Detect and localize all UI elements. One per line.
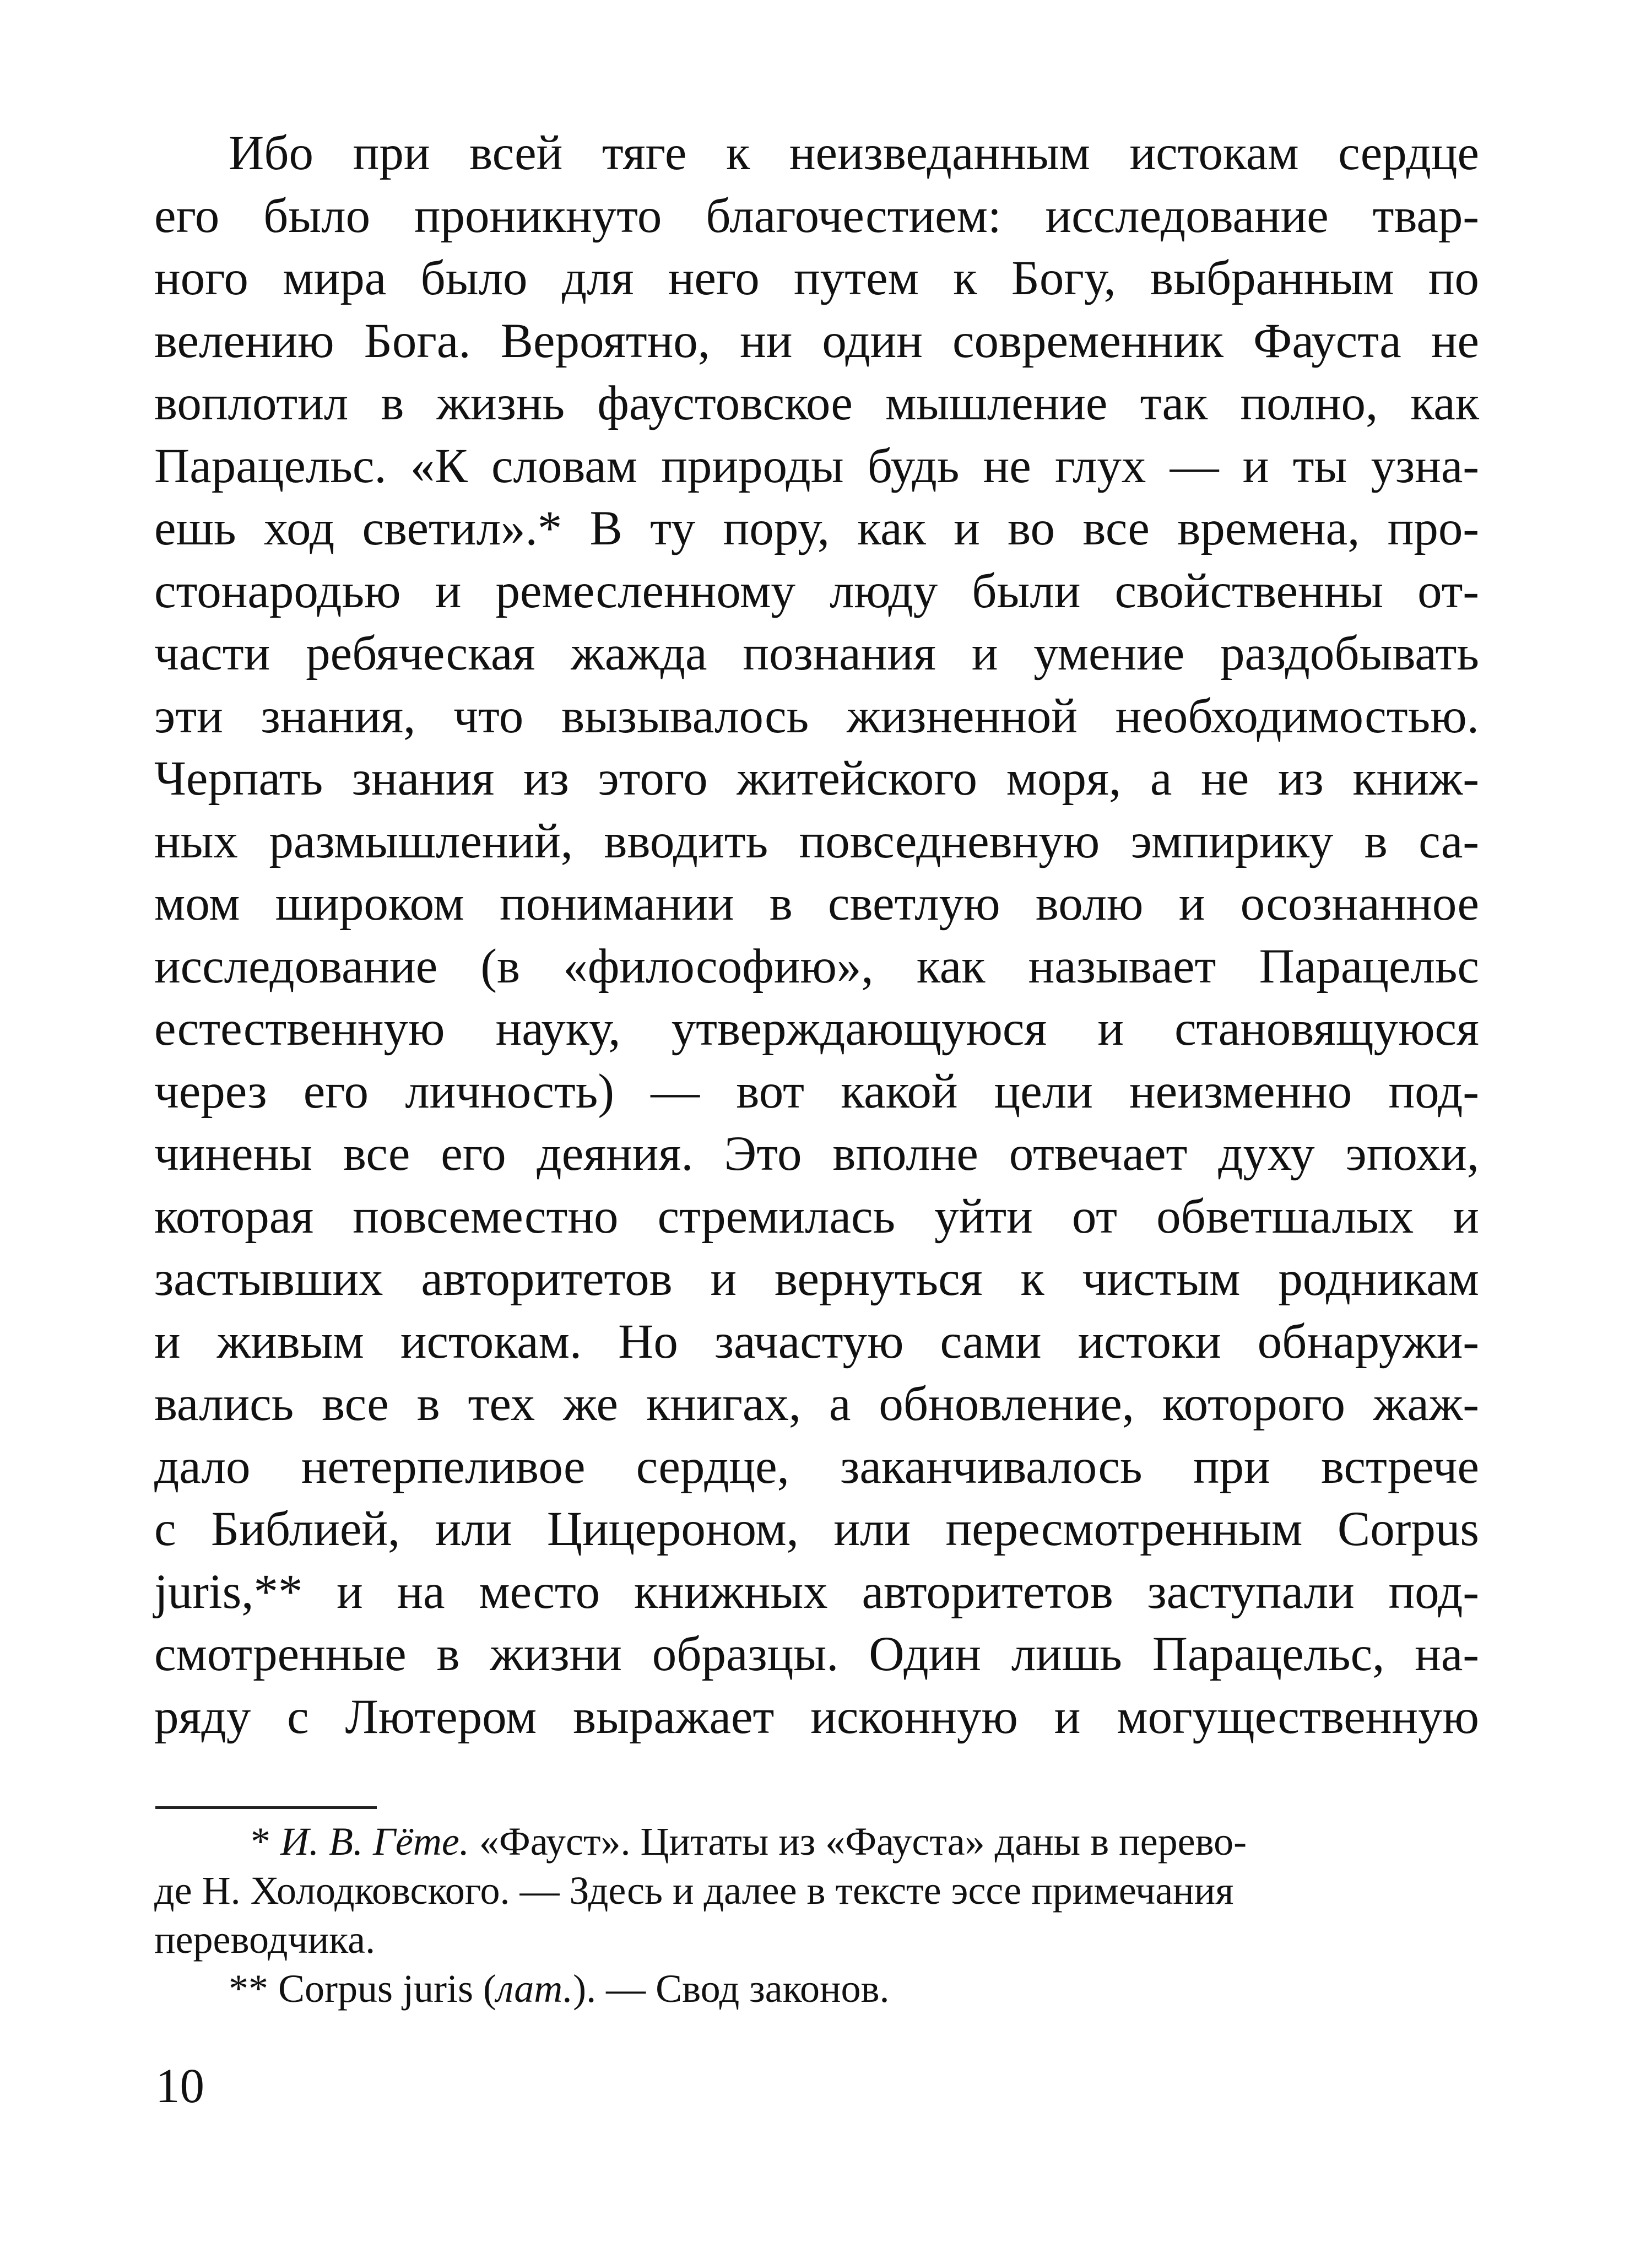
text-line: смотренные в жизни образцы. Один лишь Парацельс, на- bbox=[154, 1627, 1479, 1681]
text-line: чинены все его деяния. Это вполне отвечает духу эпохи, bbox=[154, 1127, 1479, 1181]
footnote-1-line bbox=[154, 1817, 1479, 1866]
text-line: с Библией, или Цицероном, или пересмотренным Corpus bbox=[154, 1502, 1479, 1556]
text-line: дало нетерпеливое сердце, заканчивалось при встрече bbox=[154, 1439, 1479, 1494]
text-line: велению Бога. Вероятно, ни один современник Фауста не bbox=[154, 314, 1479, 368]
text-line: Ибо при всей тяге к неизведанным истокам сердце bbox=[229, 126, 1479, 180]
text-line: стонародью и ремесленному люду были свойственны от- bbox=[154, 564, 1479, 618]
footnote-1-author: И. В. Гёте. bbox=[280, 1819, 469, 1864]
footnote-1-text: «Фауст». Цитаты из «Фауста» даны в перево- bbox=[469, 1819, 1247, 1864]
text-line: застывших авторитетов и вернуться к чистым родникам bbox=[154, 1252, 1479, 1306]
footnote-2-end: ). — Свод законов. bbox=[573, 1967, 890, 2011]
text-line: воплотил в жизнь фаустовское мышление так полно, как bbox=[154, 376, 1479, 430]
footnote-separator bbox=[155, 1806, 377, 1809]
text-line: части ребяческая жажда познания и умение раздобывать bbox=[154, 627, 1479, 681]
text-line: Парацельс. «К словам природы будь не глух — и ты узна- bbox=[154, 439, 1479, 493]
text-line: исследование (в «философию», как называет Парацельс bbox=[154, 939, 1479, 993]
footnote-2-line bbox=[154, 1964, 1479, 2013]
text-line: Черпать знания из этого житейского моря, а не из книж- bbox=[154, 752, 1479, 806]
text-line: мом широком понимании в светлую волю и осознанное bbox=[154, 877, 1479, 931]
footnote-1-mark: * bbox=[251, 1819, 280, 1864]
text-line: ных размышлений, вводить повседневную эмпирику в са- bbox=[154, 814, 1479, 868]
footnote-1-line: де Н. Холодковского. — Здесь и далее в тексте эссе примечания bbox=[154, 1869, 1234, 1913]
text-line: ного мира было для него путем к Богу, выбранным по bbox=[154, 251, 1479, 305]
text-line: вались все в тех же книгах, а обновление, которого жаж- bbox=[154, 1377, 1479, 1431]
text-line: через его личность) — вот какой цели неизменно под- bbox=[154, 1064, 1479, 1119]
footnote-2-lang: лат. bbox=[496, 1967, 573, 2011]
text-line: ряду с Лютером выражает исконную и могущественную bbox=[154, 1689, 1479, 1744]
footnote-1-line: переводчика. bbox=[154, 1918, 376, 1962]
text-line: которая повсеместно стремилась уйти от обветшалых и bbox=[154, 1189, 1479, 1244]
text-line: эти знания, что вызывалось жизненной необходимостью. bbox=[154, 689, 1479, 743]
text-line: естественную науку, утверждающуюся и становящуюся bbox=[154, 1002, 1479, 1056]
page-number: 10 bbox=[155, 2059, 204, 2113]
text-line: его было проникнуто благочестием: исследование твар- bbox=[154, 188, 1479, 243]
footnotes bbox=[154, 1817, 1479, 2013]
body-text bbox=[154, 122, 1479, 1748]
footnote-2-start: ** Corpus juris ( bbox=[229, 1967, 496, 2011]
text-line: ешь ход светил».* В ту пору, как и во все времена, про- bbox=[154, 501, 1479, 555]
text-line: juris,** и на место книжных авторитетов заступали под- bbox=[154, 1564, 1479, 1619]
text-line: и живым истокам. Но зачастую сами истоки обнаружи- bbox=[154, 1314, 1479, 1369]
